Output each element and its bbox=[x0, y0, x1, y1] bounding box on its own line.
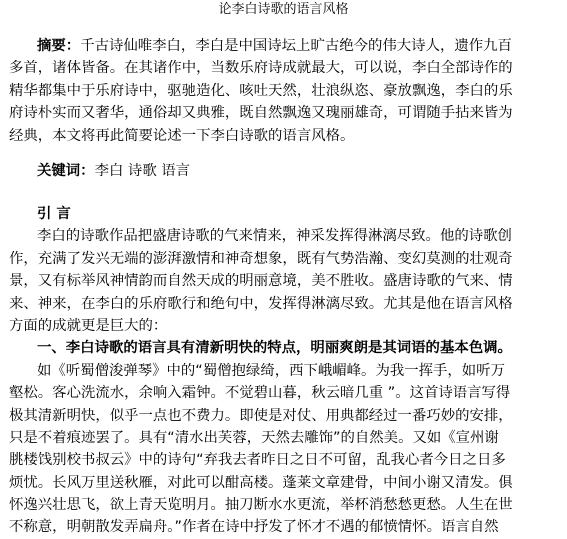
abstract-line: 经典，本文将再此简要论述一下李白诗歌的语言风格。 bbox=[9, 127, 355, 144]
section-line: 壑松。客心洗流水，余响入霜钟。不觉碧山暮，秋云暗几重 ”。这首诗语言写得 bbox=[9, 385, 511, 402]
abstract-label: 摘要： bbox=[37, 38, 81, 54]
section-heading: 一、李白诗歌的语言具有清新明快的特点，明丽爽朗是其词语的基本色调。 bbox=[37, 340, 512, 357]
page-title: 论李白诗歌的语言风格 bbox=[218, 2, 349, 17]
abstract-line: 多首，诸体皆备。在其诸作中，当数乐府诗成就最大，可以说，李白全部诗作的 bbox=[9, 60, 513, 77]
section-line: 不称意，明朝散发弄扁舟。”作者在诗中抒发了怀才不遇的郁愤情怀。语言自然 bbox=[9, 519, 499, 536]
keywords-label: 关键词： bbox=[37, 163, 95, 179]
intro-heading: 引 言 bbox=[37, 206, 71, 222]
section-line: 烦忧。长风万里送秋雁，对此可以酣高楼。蓬莱文章建骨，中间小谢又清发。俱 bbox=[9, 474, 513, 491]
section-line: 朓楼饯别校书叔云》中的诗句“弃我去者昨日之日不可留，乱我心者今日之日多 bbox=[9, 452, 506, 469]
intro-line: 来、神来，在李白的乐府歌行和绝句中，发挥得淋漓尽致。尤其是他在语言风格 bbox=[9, 295, 513, 312]
section-line: 只是不着痕迹罢了。具有“清水出芙蓉，天然去雕饰”的自然美。又如《宣州谢 bbox=[9, 429, 499, 446]
abstract-line: 府诗朴实而又奢华，通俗却又典雅，既自然飘逸又瑰丽雄奇，可谓随手拈来皆为 bbox=[9, 105, 513, 122]
section-line: 如《听蜀僧浚弹琴》中的“蜀僧抱绿绮，西下峨嵋峰。为我一挥手，如听万 bbox=[37, 362, 505, 379]
intro-line: 景，又有标举风神情韵而自然天成的明丽意境，美不胜收。盛唐诗歌的气来、情 bbox=[9, 273, 513, 290]
section-line: 怀逸兴壮思飞，欲上青天览明月。抽刀断水水更流，举杯消愁愁更愁。人生在世 bbox=[9, 497, 513, 514]
intro bbox=[9, 203, 563, 539]
intro-line: 方面的成就更是巨大的： bbox=[9, 317, 168, 334]
intro-line: 李白的诗歌作品把盛唐诗歌的气来情来，神采发挥得淋漓尽致。他的诗歌创 bbox=[37, 228, 512, 245]
section-line: 极其清新明快，似乎一点也不费力。即使是对仗、用典都经过一番巧妙的安排， bbox=[9, 407, 513, 424]
abstract-line: 精华都集中于乐府诗中，驱驰造化、咳吐天然，壮浪纵恣、豪放飘逸，李白的乐 bbox=[9, 82, 513, 99]
intro-line: 作，充满了发兴无端的澎湃激情和神奇想象，既有气势浩瀚、变幻莫测的壮观奇 bbox=[9, 250, 513, 267]
keywords-value: 李白 诗歌 语言 bbox=[94, 163, 191, 179]
abstract-line: 摘要：千古诗仙唯李白，李白是中国诗坛上旷古绝今的伟大诗人，遗作九百 bbox=[37, 38, 512, 54]
keywords bbox=[9, 160, 563, 182]
abstract bbox=[9, 35, 563, 147]
